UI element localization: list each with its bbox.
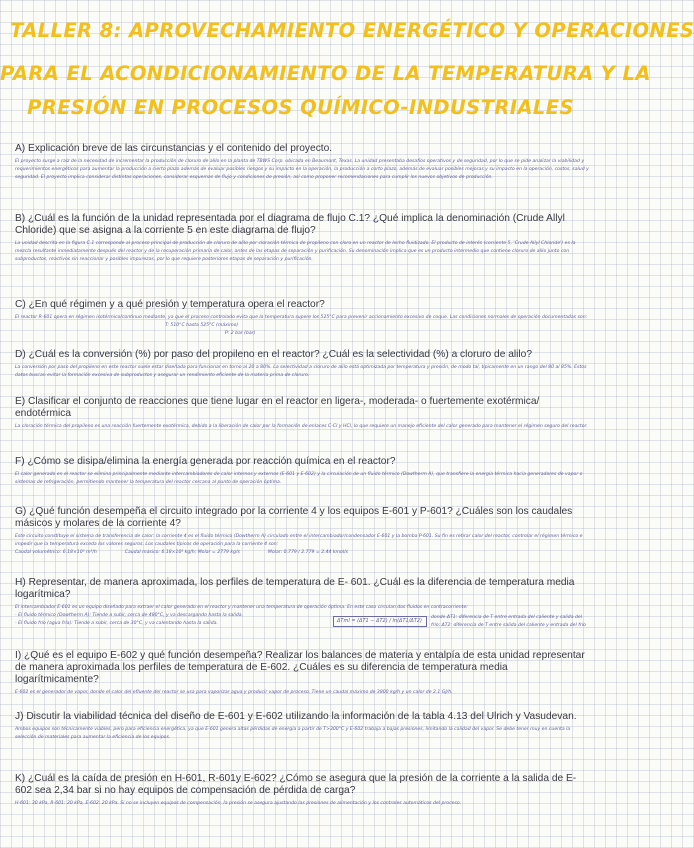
title-line-3: PRESIÓN EN PROCESOS QUÍMICO-INDUSTRIALES [27, 96, 574, 119]
question-e: E) Clasificar el conjunto de reacciones que tiene lugar en el reactor en ligera-, moderada- o fuertemente exotérmica/ endotérmica [15, 396, 540, 419]
answer-e: La cloración térmica del propileno es una reacción fuertemente exotérmica, debido a la liberación de calor por la formación de enlaces C-Cl y HCl, lo que requiere un manejo eficiente del calor generado para mantener el régimen seguro del reactor. [15, 424, 588, 429]
answer-c-pressure: P: 2 bar (bar) [225, 331, 256, 337]
question-f: F) ¿Cómo se disipa/elimina la energía generada por reacción química en el reactor? [15, 456, 396, 467]
answer-h: El intercambiador E-601 es un equipo diseñado para extraer el calor generado en el reactor y mantener una temperatura de operación óptima. En este caso circulan dos fluidos en contracorriente: [15, 605, 468, 610]
section-d [15, 349, 590, 380]
answer-g-molar-flow: Molar: 0.779 / 2.779 = 2.44 kmol/s [267, 550, 349, 556]
question-d: D) ¿Cuál es la conversión (%) por paso del propileno en el reactor? ¿Cuál es la selectividad (%) a cloruro de alilo? [15, 349, 532, 360]
question-b: B) ¿Cuál es la función de la unidad representada por el diagrama de flujo C.1? ¿Qué implica la denominación (Crude Allyl Chloride) que se asigna a la corriente 5 en este diagrama de flujo? [15, 213, 565, 236]
question-j: J) Discutir la viabilidad técnica del diseño de E-601 y E-602 utilizando la información de la tabla 4.13 del Ulrich y Vasudevan. [15, 711, 577, 722]
title-line-1: TALLER 8: APROVECHAMIENTO ENERGÉTICO Y OPERACIONES [10, 19, 694, 42]
answer-i: E-602 es el generador de vapor, donde el calor del efluente del reactor se usa para vaporizar agua y producir vapor de proceso. Tiene un caudal máximo de 3800 kg/h y un calor de 2.1 GJ/h. [15, 690, 453, 695]
answer-f: El calor generado en el reactor se elimina principalmente mediante intercambiadores de calor internos y externos (E-601 y E-602) y la circulación de un fluido térmico (Dowtherm A), que transfiere la energía térmica hacia generadores de vapor o sistemas de refrigeración, permitiendo mantener la temperatura del reactor cercana al punto de operación óptima. [15, 472, 583, 486]
section-c [15, 299, 590, 339]
lmtd-definitions: donde ΔT1: diferencia de T entre entrada del caliente y salida del frío; ΔT2: diferencia de T entre salida del caliente y entrada del frío [431, 615, 586, 629]
section-b [15, 213, 590, 265]
lmtd-formula: ΔTml = (ΔT1 − ΔT2) / ln(ΔT1/ΔT2) [333, 616, 427, 627]
section-i [15, 650, 590, 697]
section-k [15, 773, 590, 808]
section-a [15, 143, 590, 183]
question-h: H) Representar, de manera aproximada, los perfiles de temperatura de E- 601. ¿Cuál es la diferencia de temperatura media logarítmica? [15, 577, 575, 600]
section-j [15, 711, 590, 742]
title-line-2: PARA EL ACONDICIONAMIENTO DE LA TEMPERATURA Y LA [0, 62, 651, 85]
answer-j: Ambos equipos son técnicamente viables, pero para eficiencia energética, ya que E-601 genera altas pérdidas de energía a partir de T>300°C y E-602 trabaja a bajas presiones, limitando la calidad del vapor. Se debe tener muy en cuenta la selección de materiales para aumentar la eficiencia de los equipos. [15, 727, 571, 741]
answer-k: H-601: 30 kPa, R-601: 20 kPa, E-602: 20 kPa. Si no se incluyen equipos de compensación, la presión se asegura ajustando las presiones de alimentación y los controles automáticos del proceso. [15, 801, 462, 806]
section-e [15, 396, 590, 431]
answer-h-cold-fluid: - El fluido frío (agua fría): Tiende a subir, cerca de 30°C, y va calentando hasta la salida. [15, 621, 218, 627]
answer-d: La conversión por paso del propileno en este reactor suele estar diseñada para funcionar en torno al 20 a 80%. La selectividad a cloruro de alilo está optimizada por temperatura y presión, de modo tal, típicamente en un rango del 80 al 85%. Estos datos buscan evitar la formación excesiva de subproductos y asegurar un rendimiento eficiente de la materia prima de cloruro. [15, 365, 587, 379]
answer-a: El proyecto surge a raíz de la necesidad de incrementar la producción de cloruro de alilo en la planta de TBWS Corp. ubicada en Beaumont, Texas. La unidad presentaba desafíos operativos y de seguridad, por lo que se pide analizar la viabilidad y requerimientos energéticos para aumentar la producción a cierto plazo además de evaluar posibles riesgos y su impacto en la operación, la producción a corto plazo, además de evaluar posibles mejoras y su impacto en la operación, costos, salud y seguridad. El proyecto implica considerar distintas operaciones, considerar esquemas de flujo y condiciones de presión, así como proponer recomendaciones para cumplir los nuevos objetivos de producción. [15, 159, 589, 181]
question-a: A) Explicación breve de las circunstancias y el contenido del proyecto. [15, 143, 333, 154]
section-h [15, 577, 590, 629]
section-g [15, 506, 590, 558]
answer-b: La unidad descrita en la figura C.1 corresponde al proceso principal de producción de cloruro de alilo por cloración térmica de propileno con cloro en un reactor de lecho fluidizado. El producto de interés (corriente 5, 'Crude Allyl Chloride') es la mezcla resultante inmediatamente después del reactor y de la recuperación primaria de calor, antes de las etapas de separación y purificación. Su denominación implica que es un producto intermedio que contiene cloruro de alilo junto con subproductos, reactivos sin reaccionar y posibles impurezas, por lo que requiere posteriores etapas de separación y purificación. [15, 241, 576, 263]
question-c: C) ¿En qué régimen y a qué presión y temperatura opera el reactor? [15, 299, 325, 310]
question-i: I) ¿Qué es el equipo E-602 y qué función desempeña? Realizar los balances de materia y entalpía de esta unidad representar de manera aproximada los perfiles de temperatura de E-602. ¿Cuáles es su diferencia de temperatura media logarítmicamente? [15, 650, 585, 685]
answer-g-mass-flow: Caudal másico: 6.18×10⁵ kg/h; Molar = 2779 kg/s [124, 550, 240, 556]
answer-h-hot-fluid: - El fluido térmico (Dowtherm A): Tiende a subir, cerca de 480°C, y va descargando hasta la salida. [15, 613, 244, 619]
answer-g: Este circuito constituye el sistema de transferencia de calor: la corriente 4 es el fluido térmico (Dowtherm A) circulado entre el intercambiador/condensador E-601 y la bomba P-601. Su fin es retirar calor del reactor, controlar el régimen térmico e impedir que la temperatura exceda los valores seguros. Los caudales típicos de operación para la corriente 4 son: [15, 534, 583, 548]
answer-c: El reactor R-601 opera en régimen isotérmico/continuo mediante, ya que el proceso controlado evita que la temperatura supere los 525°C para prevenir accionamiento excesivo de coque. Las condiciones normales de operación documentadas son: [15, 315, 588, 320]
section-f [15, 456, 590, 487]
answer-c-temperature: T: 510°C hasta 525°C (máximo) [165, 323, 239, 329]
answer-g-volumetric-flow: Caudal volumétrico: 6.18×10³ m³/h [15, 550, 97, 556]
question-k: K) ¿Cuál es la caída de presión en H-601, R-601y E-602? ¿Cómo se asegura que la presión de la corriente a la salida de E-602 sea 2,34 bar si no hay equipos de compensación de pérdida de carga? [15, 773, 577, 796]
question-g: G) ¿Qué función desempeña el circuito integrado por la corriente 4 y los equipos E-601 y P-601? ¿Cuáles son los caudales másicos y molares de la corriente 4? [15, 506, 573, 529]
